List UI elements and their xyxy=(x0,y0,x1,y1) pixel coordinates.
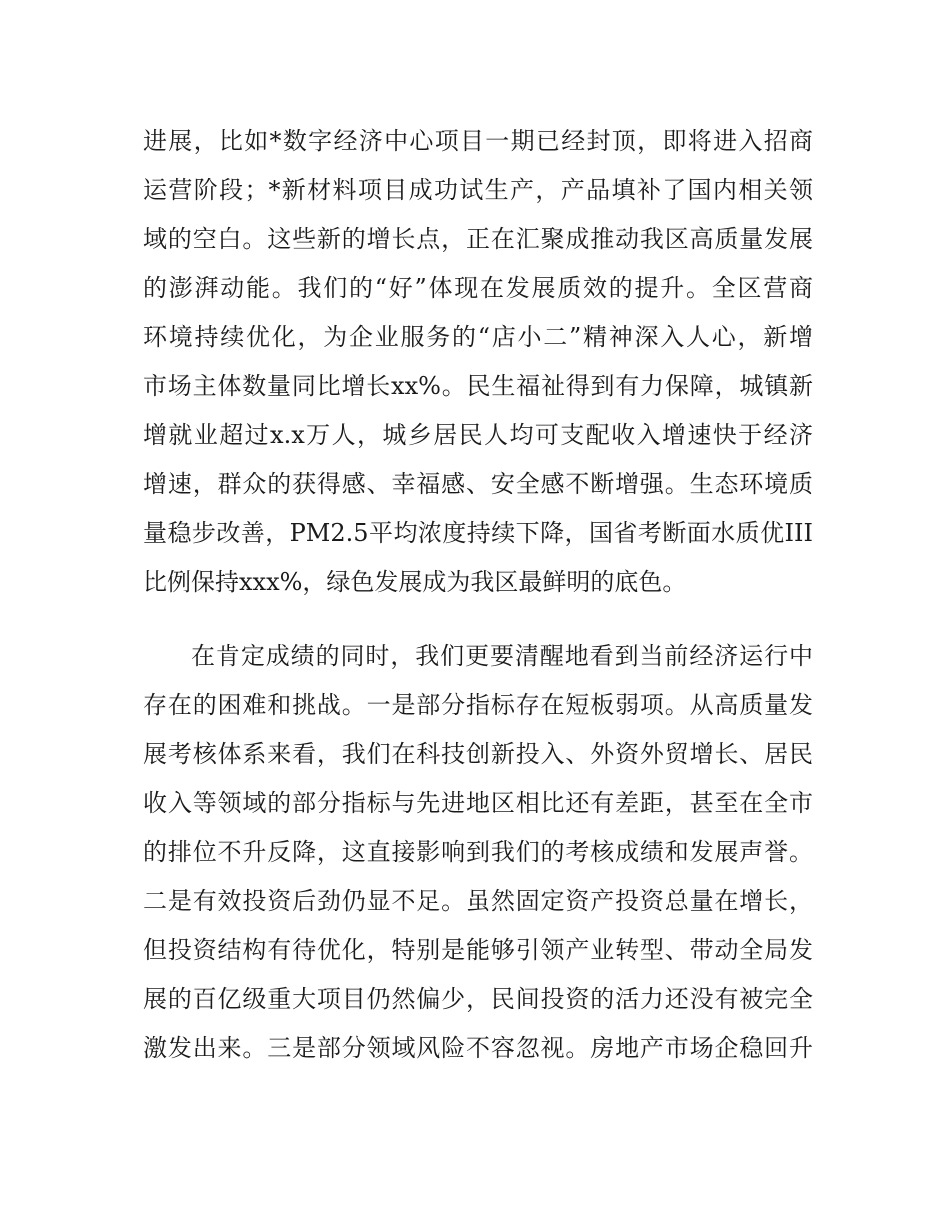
paragraph-1-line-2: 运营阶段；*新材料项目成功试生产，产品填补了国内相关领 xyxy=(143,176,813,204)
paragraph-1-line-5: 环境持续优化，为企业服务的“店小二”精神深入人心，新增 xyxy=(143,323,813,351)
paragraph-2-line-9: 激发出来。三是部分领域风险不容忽视。房地产市场企稳回升 xyxy=(143,1034,813,1062)
paragraph-1-line-7: 增就业超过x.x万人，城乡居民人均可支配收入增速快于经济 xyxy=(143,421,813,449)
paragraph-1-line-1: 进展，比如*数字经济中心项目一期已经封顶，即将进入招商 xyxy=(143,127,813,155)
paragraph-2-line-5: 的排位不升反降，这直接影响到我们的考核成绩和发展声誉。 xyxy=(143,838,813,866)
paragraph-2-line-6: 二是有效投资后劲仍显不足。虽然固定资产投资总量在增长， xyxy=(143,887,813,915)
paragraph-2-line-1: 在肯定成绩的同时，我们更要清醒地看到当前经济运行中 xyxy=(191,642,813,670)
paragraph-1-line-10: 比例保持xxx%，绿色发展成为我区最鲜明的底色。 xyxy=(143,568,687,596)
paragraph-1-line-4: 的澎湃动能。我们的“好”体现在发展质效的提升。全区营商 xyxy=(143,274,813,302)
paragraph-1-line-6: 市场主体数量同比增长xx%。民生福祉得到有力保障，城镇新 xyxy=(143,372,813,400)
paragraph-1-line-9: 量稳步改善，PM2.5平均浓度持续下降，国省考断面水质优III xyxy=(143,519,813,547)
paragraph-2-line-3: 展考核体系来看，我们在科技创新投入、外资外贸增长、居民 xyxy=(143,740,813,768)
paragraph-1-line-8: 增速，群众的获得感、幸福感、安全感不断增强。生态环境质 xyxy=(143,470,813,498)
paragraph-2-line-2: 存在的困难和挑战。一是部分指标存在短板弱项。从高质量发 xyxy=(143,691,813,719)
paragraph-2-line-8: 展的百亿级重大项目仍然偏少，民间投资的活力还没有被完全 xyxy=(143,985,813,1013)
paragraph-2-line-4: 收入等领域的部分指标与先进地区相比还有差距，甚至在全市 xyxy=(143,789,813,817)
paragraph-2-line-7: 但投资结构有待优化，特别是能够引领产业转型、带动全局发 xyxy=(143,936,813,964)
paragraph-1-line-3: 域的空白。这些新的增长点，正在汇聚成推动我区高质量发展 xyxy=(143,225,813,253)
